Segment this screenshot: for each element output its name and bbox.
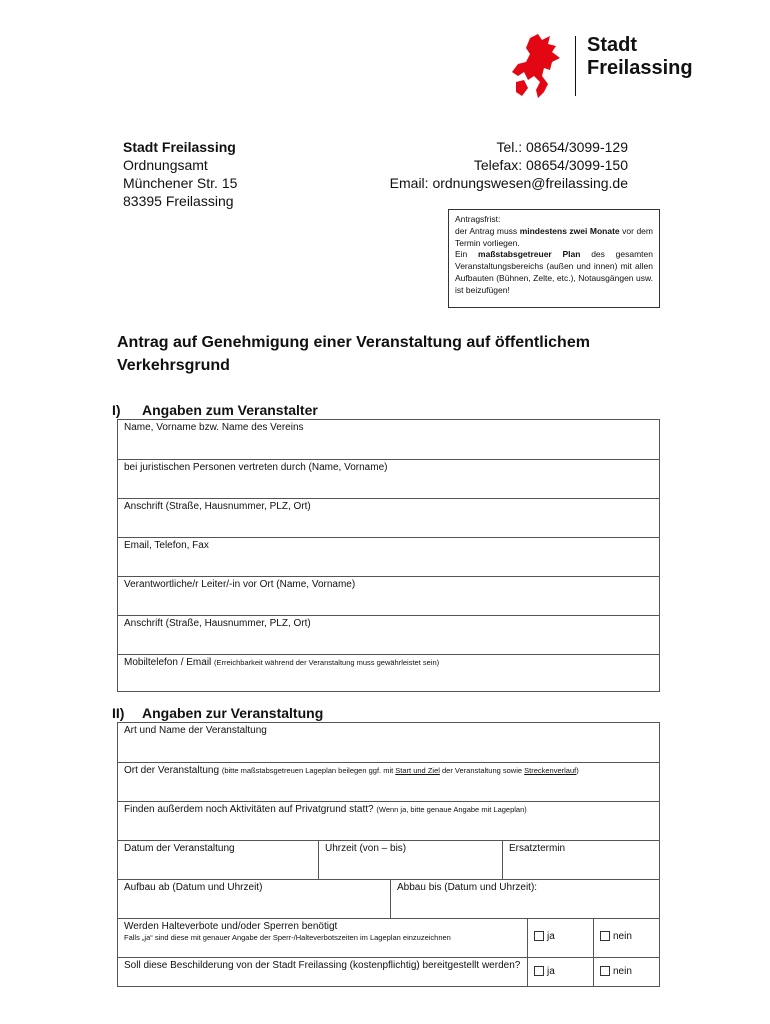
event-location-field[interactable]: Ort der Veranstaltung (bitte maßstabsgetreuen Lageplan beilegen ggf. mit Start und Ziel der Veranstaltung sowie Streckenverlauf): [118, 762, 659, 801]
section-1-heading: I) Angaben zum Veranstalter: [112, 402, 318, 418]
parking-ban-yes[interactable]: ja: [527, 919, 593, 957]
event-form: [117, 722, 660, 987]
organizer-form: [117, 419, 660, 692]
signage-question: Soll diese Beschilderung von der Stadt Freilassing (kostenpflichtig) bereitgestellt werden?: [124, 960, 521, 971]
event-name-field[interactable]: Art und Name der Veranstaltung: [124, 725, 267, 736]
setup-row: [118, 879, 659, 918]
stadt-freilassing-logo-horse-icon: [508, 32, 568, 100]
organizer-contact-field[interactable]: Email, Telefon, Fax: [118, 537, 659, 576]
section-2-heading: II) Angaben zur Veranstaltung: [112, 705, 324, 721]
organizer-name-field[interactable]: Name, Vorname bzw. Name des Vereins: [124, 422, 304, 433]
checkbox-icon[interactable]: [534, 931, 544, 941]
parking-ban-question: Werden Halteverbote und/oder Sperren benötigt Falls „ja“ sind diese mit genauer Angabe der Sperr-/Halteverbotszeiten im Lageplan einzuzeichnen: [124, 921, 451, 942]
leader-address-field[interactable]: Anschrift (Straße, Hausnummer, PLZ, Ort): [118, 615, 659, 654]
alternate-date-field[interactable]: Ersatztermin: [502, 841, 659, 879]
parking-ban-no[interactable]: nein: [593, 919, 659, 957]
private-ground-field[interactable]: Finden außerdem noch Aktivitäten auf Privatgrund statt? (Wenn ja, bitte genaue Angabe mit Lageplan): [118, 801, 659, 840]
responsible-leader-field[interactable]: Verantwortliche/r Leiter/-in vor Ort (Name, Vorname): [118, 576, 659, 615]
form-title: Antrag auf Genehmigung einer Veranstaltung auf öffentlichem Verkehrsgrund: [117, 334, 590, 374]
organizer-address-field[interactable]: Anschrift (Straße, Hausnummer, PLZ, Ort): [118, 498, 659, 537]
logo-separator: [575, 36, 576, 96]
signage-no[interactable]: nein: [593, 958, 659, 986]
authority-address: Stadt Freilassing Ordnungsamt Münchener Str. 15 83395 Freilassing: [123, 139, 238, 209]
checkbox-icon[interactable]: [600, 966, 610, 976]
checkbox-icon[interactable]: [600, 931, 610, 941]
contact-info: Tel.: 08654/3099-129 Telefax: 08654/3099-150 Email: ordnungswesen@freilassing.de: [389, 139, 628, 191]
checkbox-icon[interactable]: [534, 966, 544, 976]
legal-representative-field[interactable]: bei juristischen Personen vertreten durch (Name, Vorname): [118, 459, 659, 498]
parking-ban-row: [118, 918, 659, 957]
setup-start-field[interactable]: Aufbau ab (Datum und Uhrzeit): [124, 882, 263, 893]
event-date-field[interactable]: Datum der Veranstaltung: [124, 843, 235, 854]
teardown-end-field[interactable]: Abbau bis (Datum und Uhrzeit):: [390, 880, 659, 918]
logo-text: Stadt Freilassing: [587, 34, 693, 79]
signage-row: [118, 957, 659, 986]
mobile-email-field[interactable]: Mobiltelefon / Email (Erreichbarkeit während der Veranstaltung muss gewährleistet sein): [118, 654, 659, 691]
date-time-row: [118, 840, 659, 879]
event-time-field[interactable]: Uhrzeit (von – bis): [318, 841, 502, 879]
deadline-note: Antragsfrist: der Antrag muss mindestens zwei Monate vor dem Termin vorliegen. Ein maßstabsgetreuer Plan des gesamten Veranstaltungsbereichs (außen und innen) mit allen Aufbauten (Bühnen, Zelte, etc.), Notausgängen usw. ist beizufügen!: [448, 209, 660, 308]
signage-yes[interactable]: ja: [527, 958, 593, 986]
